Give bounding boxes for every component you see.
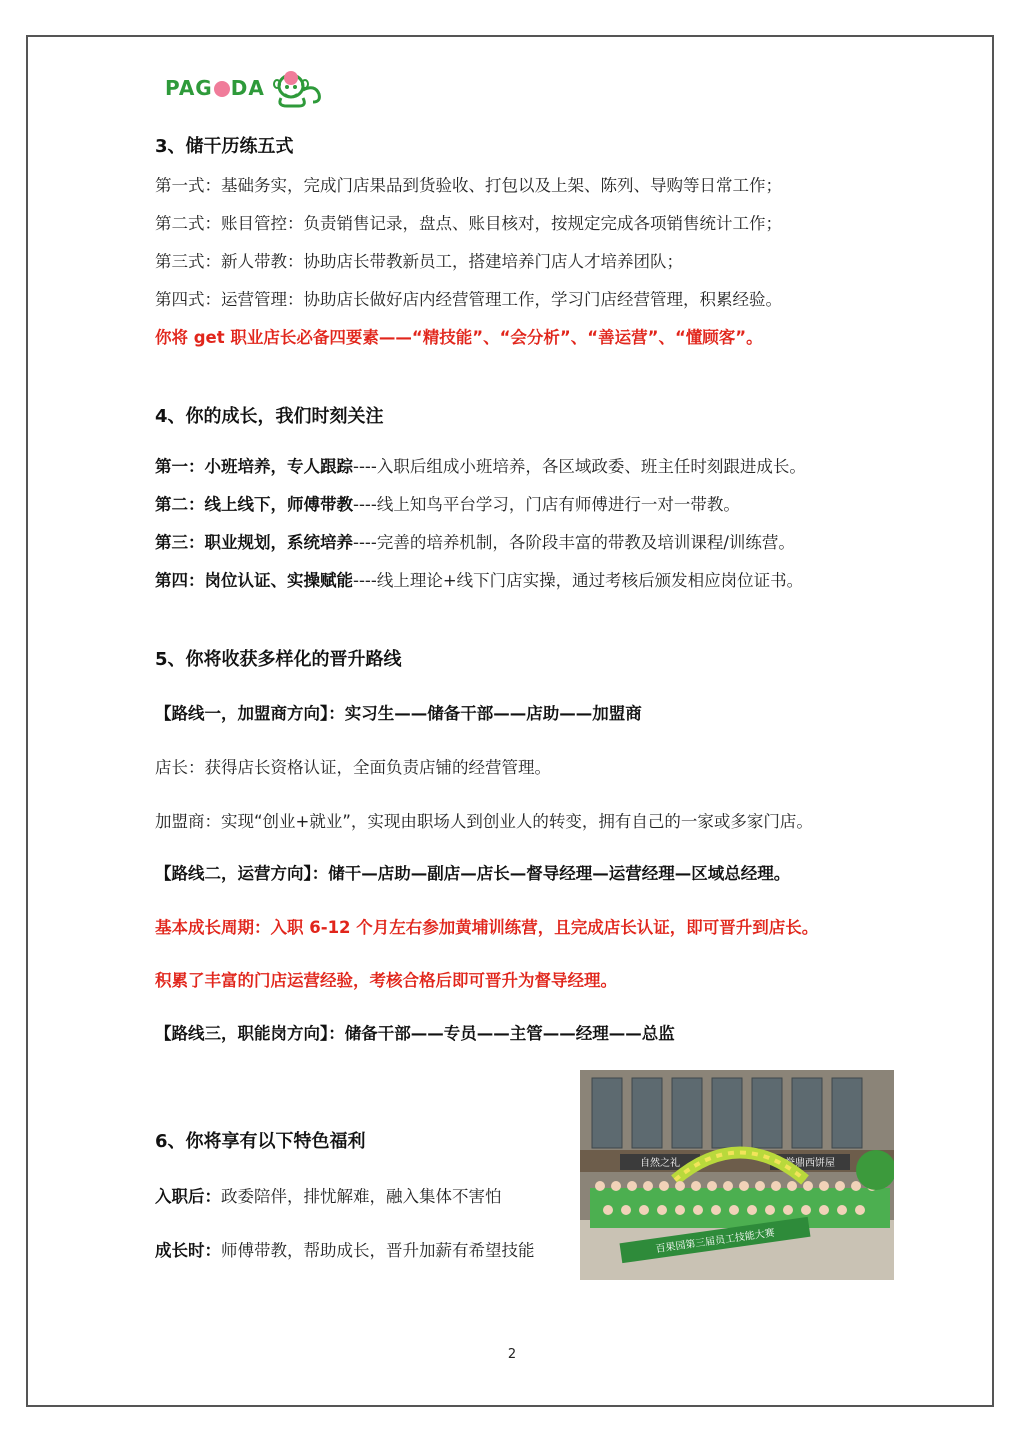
logo-peach-icon: [214, 81, 230, 97]
section-5-title: 5、你将收获多样化的晋升路线: [155, 649, 402, 670]
sec3-item-1: 第一式：基础务实，完成门店果品到货验收、打包以及上架、陈列、导购等日常工作；: [155, 176, 782, 195]
benefit-1: 入职后：政委陪伴，排忧解难，融入集体不害怕: [155, 1187, 502, 1206]
sec3-item-2: 第二式：账目管控：负责销售记录，盘点、账目核对，按规定完成各项销售统计工作；: [155, 214, 782, 233]
sec4-item-1: 第一：小班培养，专人跟踪----入职后组成小班培养，各区域政委、班主任时刻跟进成长。: [155, 457, 806, 476]
sec4-item-2: 第二：线上线下，师傅带教----线上知鸟平台学习，门店有师傅进行一对一带教。: [155, 495, 740, 514]
banner-text: 百果园第三届员工技能大赛: [655, 1227, 776, 1256]
route-2: 【路线二，运营方向】：储干—店助—副店—店长—督导经理—运营经理—区域总经理。: [155, 864, 791, 883]
store-manager-desc: 店长：获得店长资格认证，全面负责店铺的经营管理。: [155, 758, 551, 777]
pagoda-logo: [165, 66, 325, 110]
team-photo-illustration: [580, 1070, 894, 1280]
sec4-item-3: 第三：职业规划，系统培养----完善的培养机制，各阶段丰富的带教及培训课程/训练营。: [155, 533, 795, 552]
logo-text: PAG DA: [165, 76, 265, 100]
sec3-item-3: 第三式：新人带教：协助店长带教新员工，搭建培养门店人才培养团队；: [155, 252, 683, 271]
growth-cycle: 基本成长周期：入职 6-12 个月左右参加黄埔训练营，且完成店长认证，即可晋升到店长。: [155, 918, 819, 937]
supervisor-promotion: 积累了丰富的门店运营经验，考核合格后即可晋升为督导经理。: [155, 971, 617, 990]
team-group-photo: [580, 1070, 894, 1280]
route-3: 【路线三，职能岗方向】：储备干部——专员——主管——经理——总监: [155, 1024, 675, 1043]
monkey-mascot-icon: [269, 66, 325, 110]
benefit-2: 成长时：师傅带教，帮助成长，晋升加薪有希望技能: [155, 1241, 535, 1260]
page-number: 2: [507, 1347, 517, 1362]
sign-right-text: 誉鼎西饼屋: [785, 1158, 835, 1169]
section-6-title: 6、你将享有以下特色福利: [155, 1131, 366, 1152]
sec3-highlight: 你将 get 职业店长必备四要素——“精技能”、“会分析”、“善运营”、“懂顾客”。: [155, 328, 763, 347]
franchisee-desc: 加盟商：实现“创业+就业”，实现由职场人到创业人的转变，拥有自己的一家或多家门店。: [155, 812, 813, 831]
sec4-item-4: 第四：岗位认证、实操赋能----线上理论+线下门店实操，通过考核后颁发相应岗位证书。: [155, 571, 804, 590]
section-4-title: 4、你的成长，我们时刻关注: [155, 406, 384, 427]
sec3-item-4: 第四式：运营管理：协助店长做好店内经营管理工作，学习门店经营管理，积累经验。: [155, 290, 782, 309]
route-1: 【路线一，加盟商方向】：实习生——储备干部——店助——加盟商: [155, 704, 642, 723]
section-3-title: 3、储干历练五式: [155, 136, 294, 157]
sign-left-text: 自然之礼: [640, 1158, 680, 1169]
